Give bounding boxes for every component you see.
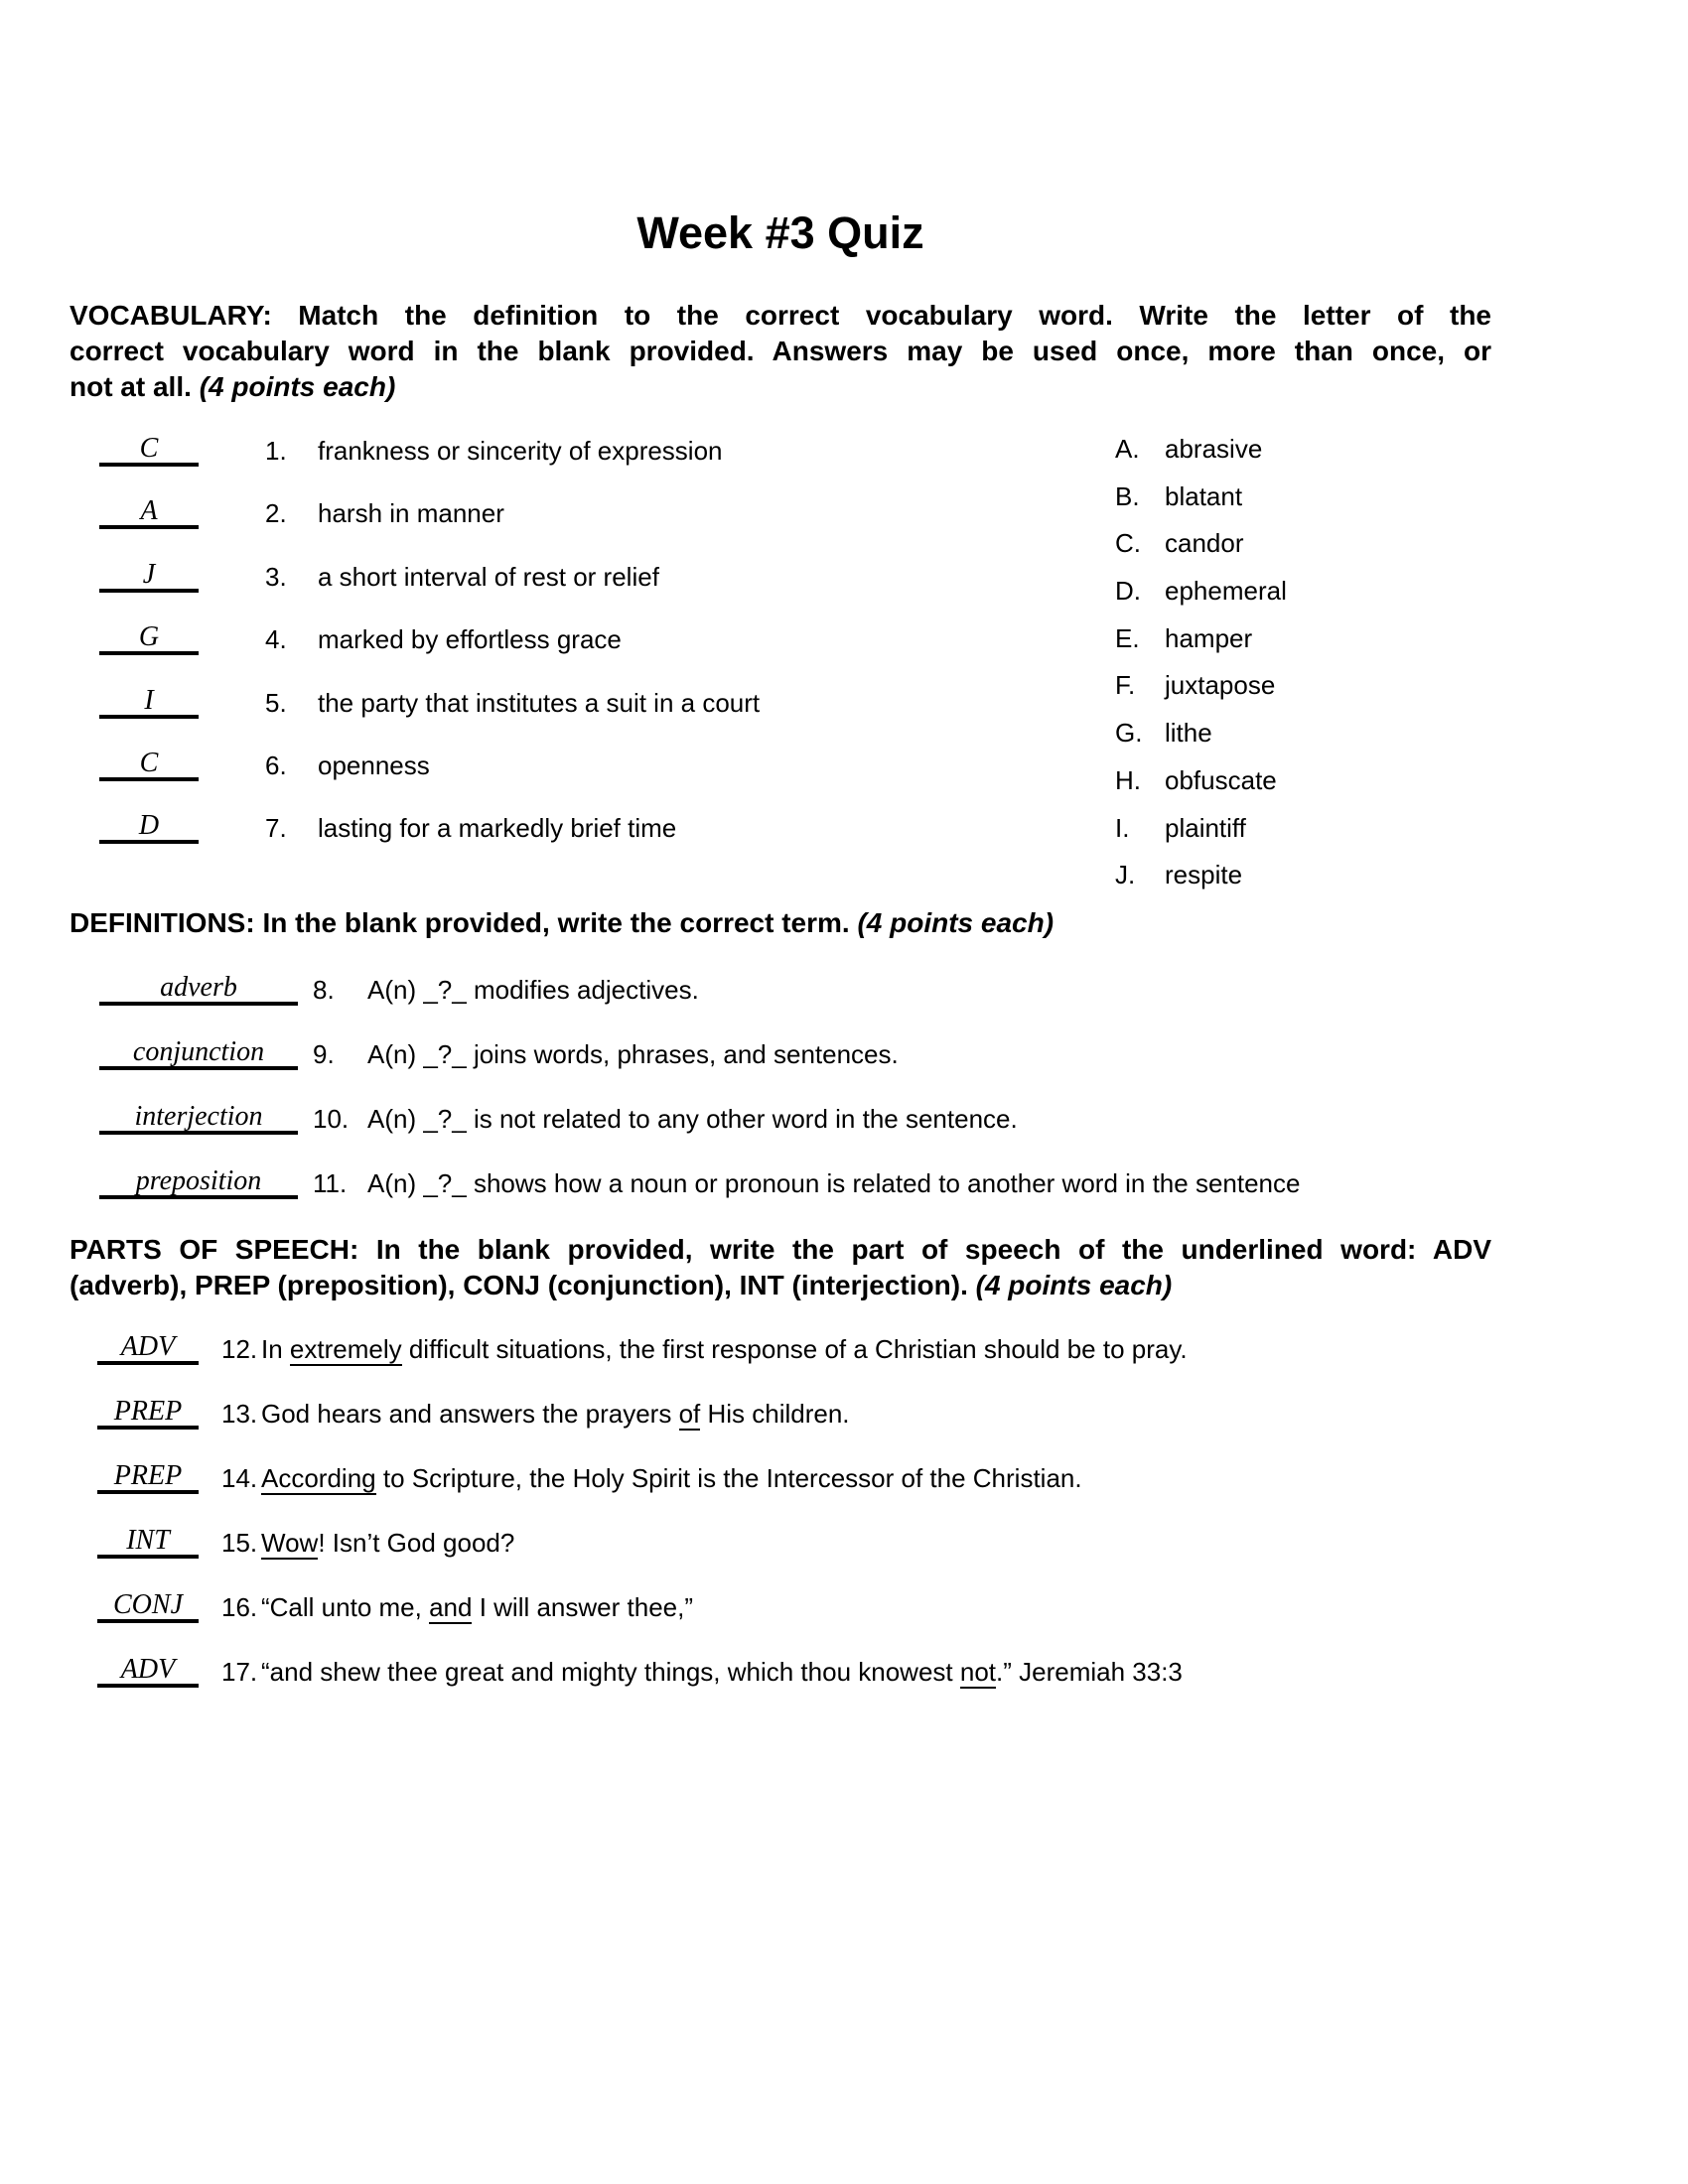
definitions-heading-line bbox=[70, 905, 1491, 941]
sentence-pre-17: “and shew thee great and mighty things, which thou knowest bbox=[261, 1657, 960, 1687]
word-bank-word-C: candor bbox=[1165, 528, 1244, 559]
answer-blank-8[interactable] bbox=[99, 973, 298, 1006]
handwritten-answer-5: I bbox=[144, 684, 154, 716]
underlined-word-12: extremely bbox=[289, 1334, 402, 1364]
underlined-word-17: not bbox=[959, 1657, 997, 1687]
question-text-11: A(n) _?_ shows how a noun or pronoun is related to another word in the sentence bbox=[367, 1168, 1301, 1198]
question-number-15: 15. bbox=[221, 1528, 258, 1558]
handwritten-answer-11: preposition bbox=[135, 1165, 262, 1196]
handwritten-answer-12: ADV bbox=[120, 1331, 176, 1362]
word-bank-letter-B: B. bbox=[1115, 480, 1140, 511]
question-number-13: 13. bbox=[221, 1399, 258, 1429]
word-bank-letter-A: A. bbox=[1115, 434, 1140, 464]
question-number-2: 2. bbox=[265, 498, 287, 529]
question-text-2: harsh in manner bbox=[318, 498, 504, 529]
answer-blank-5[interactable] bbox=[99, 686, 199, 719]
sentence-pre-13: God hears and answers the prayers bbox=[261, 1399, 679, 1429]
handwritten-answer-16: CONJ bbox=[113, 1589, 183, 1620]
question-text-6: openness bbox=[318, 750, 430, 780]
handwritten-answer-2: A bbox=[140, 495, 158, 527]
question-number-5: 5. bbox=[265, 687, 287, 718]
question-number-12: 12. bbox=[221, 1334, 258, 1364]
handwritten-answer-6: C bbox=[139, 747, 159, 778]
answer-blank-17[interactable] bbox=[97, 1655, 199, 1688]
underlined-word-13: of bbox=[678, 1399, 701, 1429]
question-number-8: 8. bbox=[313, 975, 335, 1005]
question-text-15 bbox=[261, 1528, 514, 1558]
word-bank-letter-J: J. bbox=[1115, 860, 1136, 890]
answer-blank-1[interactable] bbox=[99, 434, 199, 467]
sentence-post-13: His children. bbox=[700, 1399, 850, 1429]
question-text-7: lasting for a markedly brief time bbox=[318, 813, 677, 844]
definitions-points-note: (4 points each) bbox=[857, 907, 1055, 938]
word-bank-letter-E: E. bbox=[1115, 622, 1140, 653]
answer-blank-13[interactable] bbox=[97, 1397, 199, 1430]
question-number-6: 6. bbox=[265, 750, 287, 780]
word-bank-word-B: blatant bbox=[1165, 480, 1243, 511]
question-text-8: A(n) _?_ modifies adjectives. bbox=[367, 975, 699, 1005]
word-bank-word-I: plaintiff bbox=[1165, 812, 1246, 843]
sentence-post-16: I will answer thee,” bbox=[472, 1592, 693, 1622]
question-text-4: marked by effortless grace bbox=[318, 624, 622, 655]
answer-blank-2[interactable] bbox=[99, 496, 199, 529]
handwritten-answer-4: G bbox=[138, 621, 160, 653]
question-number-4: 4. bbox=[265, 624, 287, 655]
handwritten-answer-10: interjection bbox=[134, 1101, 263, 1132]
question-number-11: 11. bbox=[313, 1168, 348, 1198]
answer-blank-6[interactable] bbox=[99, 749, 199, 781]
answer-blank-9[interactable] bbox=[99, 1037, 298, 1070]
vocabulary-instructions-line3-text: not at all. bbox=[70, 371, 200, 402]
word-bank-word-G: lithe bbox=[1165, 718, 1212, 749]
answer-blank-10[interactable] bbox=[99, 1102, 298, 1135]
word-bank-word-E: hamper bbox=[1165, 622, 1253, 653]
sentence-post-15: ! Isn’t God good? bbox=[318, 1528, 515, 1558]
sentence-pre-16: “Call unto me, bbox=[261, 1592, 430, 1622]
question-text-16 bbox=[261, 1592, 693, 1622]
handwritten-answer-9: conjunction bbox=[132, 1036, 265, 1067]
word-bank-letter-F: F. bbox=[1115, 670, 1136, 701]
answer-blank-3[interactable] bbox=[99, 560, 199, 593]
handwritten-answer-13: PREP bbox=[113, 1396, 183, 1427]
underlined-word-15: Wow bbox=[261, 1528, 319, 1558]
vocabulary-instructions bbox=[70, 298, 1491, 405]
question-number-17: 17. bbox=[221, 1657, 258, 1687]
question-number-1: 1. bbox=[265, 436, 287, 466]
question-number-16: 16. bbox=[221, 1592, 258, 1622]
answer-blank-7[interactable] bbox=[99, 811, 199, 844]
question-text-13 bbox=[261, 1399, 850, 1429]
sentence-post-14: to Scripture, the Holy Spirit is the Intercessor of the Christian. bbox=[375, 1463, 1082, 1493]
definitions-heading bbox=[70, 905, 1491, 941]
question-number-3: 3. bbox=[265, 561, 287, 592]
word-bank-letter-D: D. bbox=[1115, 576, 1141, 607]
question-text-10: A(n) _?_ is not related to any other word in the sentence. bbox=[367, 1104, 1018, 1134]
word-bank-word-D: ephemeral bbox=[1165, 576, 1287, 607]
answer-blank-14[interactable] bbox=[97, 1461, 199, 1494]
parts-of-speech-heading bbox=[70, 1232, 1491, 1303]
question-number-7: 7. bbox=[265, 813, 287, 844]
question-number-14: 14. bbox=[221, 1463, 258, 1493]
vocabulary-instructions-line3 bbox=[70, 369, 1491, 405]
handwritten-answer-8: adverb bbox=[160, 972, 237, 1003]
answer-blank-16[interactable] bbox=[97, 1590, 199, 1623]
parts-of-speech-heading-line2-text: (adverb), PREP (preposition), CONJ (conjunction), INT (interjection). bbox=[70, 1270, 976, 1300]
parts-of-speech-points-note: (4 points each) bbox=[975, 1270, 1173, 1300]
parts-of-speech-heading-line2 bbox=[70, 1268, 1491, 1303]
word-bank-word-A: abrasive bbox=[1165, 434, 1263, 464]
word-bank-word-J: respite bbox=[1165, 860, 1243, 890]
parts-of-speech-heading-line1: PARTS OF SPEECH: In the blank provided, write the part of speech of the underlined word: ADV bbox=[70, 1234, 1491, 1265]
question-number-9: 9. bbox=[313, 1039, 335, 1069]
question-text-3: a short interval of rest or relief bbox=[318, 561, 659, 592]
question-text-17 bbox=[261, 1657, 1183, 1687]
word-bank-letter-C: C. bbox=[1115, 528, 1141, 559]
sentence-post-17: .” Jeremiah 33:3 bbox=[996, 1657, 1183, 1687]
vocabulary-points-note: (4 points each) bbox=[199, 371, 396, 402]
handwritten-answer-1: C bbox=[139, 433, 159, 464]
vocabulary-instructions-line1: VOCABULARY: Match the definition to the correct vocabulary word. Write the letter of the bbox=[70, 300, 1491, 331]
sentence-pre-12: In bbox=[261, 1334, 290, 1364]
question-text-12 bbox=[261, 1334, 1188, 1364]
question-text-9: A(n) _?_ joins words, phrases, and sentences. bbox=[367, 1039, 899, 1069]
handwritten-answer-7: D bbox=[138, 810, 160, 842]
word-bank-letter-G: G. bbox=[1115, 718, 1143, 749]
handwritten-answer-15: INT bbox=[126, 1525, 170, 1556]
definitions-heading-text: DEFINITIONS: In the blank provided, write the correct term. bbox=[70, 907, 858, 938]
word-bank-word-H: obfuscate bbox=[1165, 764, 1277, 795]
answer-blank-12[interactable] bbox=[97, 1332, 199, 1365]
sentence-post-12: difficult situations, the first response of a Christian should be to pray. bbox=[401, 1334, 1188, 1364]
question-text-1: frankness or sincerity of expression bbox=[318, 436, 723, 466]
word-bank-word-F: juxtapose bbox=[1165, 670, 1276, 701]
underlined-word-14: According bbox=[261, 1463, 376, 1493]
underlined-word-16: and bbox=[429, 1592, 473, 1622]
vocabulary-instructions-line2: correct vocabulary word in the blank provided. Answers may be used once, more than once, or bbox=[70, 336, 1491, 366]
page-title: Week #3 Quiz bbox=[636, 207, 924, 258]
question-number-10: 10. bbox=[313, 1104, 350, 1134]
answer-blank-4[interactable] bbox=[99, 622, 199, 655]
word-bank-letter-I: I. bbox=[1115, 812, 1130, 843]
handwritten-answer-17: ADV bbox=[120, 1654, 176, 1685]
word-bank-letter-H: H. bbox=[1115, 764, 1141, 795]
question-text-5: the party that institutes a suit in a court bbox=[318, 687, 761, 718]
handwritten-answer-14: PREP bbox=[113, 1460, 183, 1491]
question-text-14 bbox=[261, 1463, 1082, 1493]
answer-blank-15[interactable] bbox=[97, 1526, 199, 1559]
handwritten-answer-3: J bbox=[142, 558, 156, 590]
answer-blank-11[interactable] bbox=[99, 1166, 298, 1199]
